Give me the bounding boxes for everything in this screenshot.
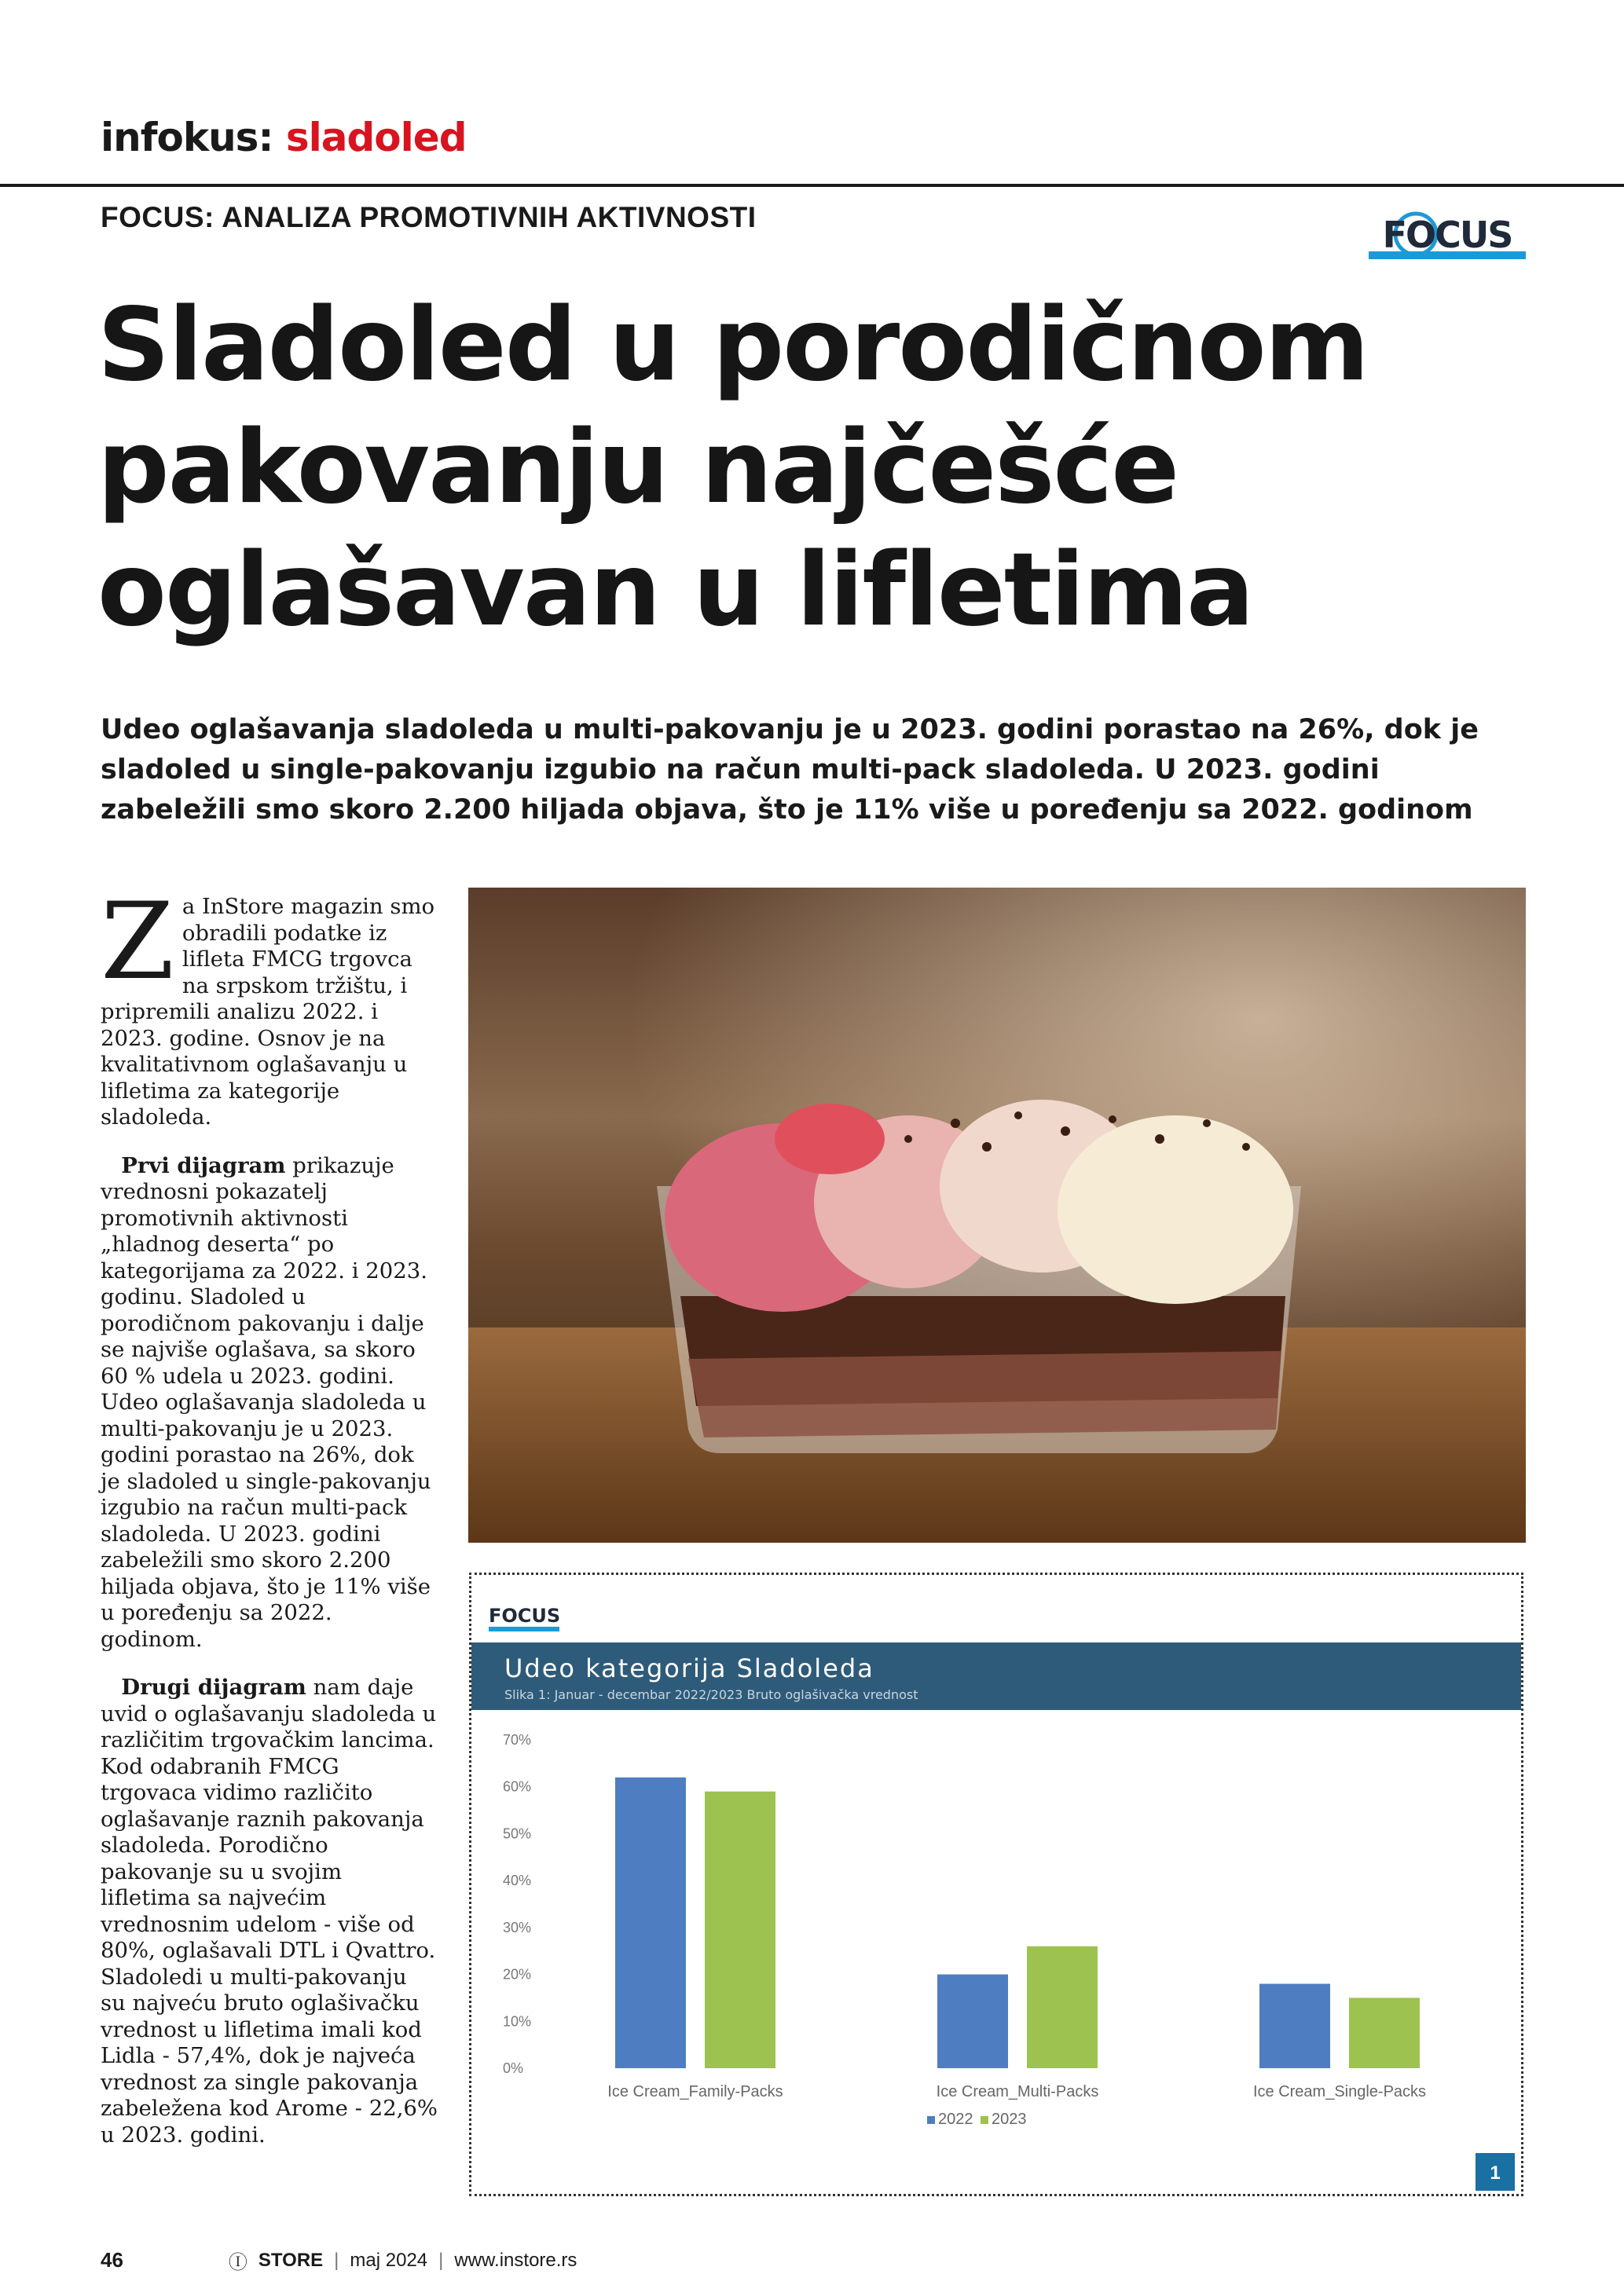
y-tick-label: 50% xyxy=(503,1825,532,1842)
bar-2022-0 xyxy=(615,1778,686,2068)
body-column xyxy=(101,880,438,2170)
body-p3-text: nam daje uvid o oglašavanju sladoleda u različitim trgovačkim lancima. Kod odabranih FMCG trgovaca vidimo različito oglašavanje raznih pakovanja sladoleda. Porodično pakovanje su u svojim lifletima sa najvećim vrednosnim udelom - više od 80%, oglašavali DTL i Qvattro. Sladoledi u multi-pakovanju su najveću bruto oglašivačku vrednost u lifletima imali kod Lidla - 57,4%, dok je najveća vrednost za single pakovanja zabeležena kod Arome - 22,6% u 2023. godini. xyxy=(101,1675,438,2148)
chart-legend xyxy=(927,2111,1027,2128)
y-tick-label: 10% xyxy=(503,2013,532,2030)
focus-logo-text: FOCUS xyxy=(1382,214,1512,256)
y-tick-label: 40% xyxy=(503,1873,532,1889)
headline-line-3: oglašavan u lifletima xyxy=(97,532,1253,649)
top-rule xyxy=(0,184,1624,187)
page-number: 46 xyxy=(101,2248,123,2272)
x-category-label: Ice Cream_Multi-Packs xyxy=(936,2083,1099,2100)
body-p2-lead: Prvi dijagram xyxy=(121,1152,286,1178)
x-category-label: Ice Cream_Single-Packs xyxy=(1252,2083,1427,2100)
x-category-label: Ice Cream_Family-Packs xyxy=(607,2083,783,2100)
section-tag xyxy=(101,115,467,160)
bar-2022-1 xyxy=(937,1975,1008,2068)
body-paragraph-2 xyxy=(101,1153,438,1653)
focus-logo xyxy=(1369,204,1526,270)
footer xyxy=(101,2247,577,2274)
headline xyxy=(97,284,1543,652)
footer-issue: maj 2024 xyxy=(350,2249,428,2271)
y-tick-label: 0% xyxy=(503,2060,524,2076)
legend-label-2022: 2022 xyxy=(938,2111,973,2128)
section-prefix: infokus: xyxy=(101,115,273,160)
body-p2-text: prikazuje vrednosni pokazatelj promotivnih aktivnosti „hladnog deserta“ po kategorijama za 2022. i 2023. godinu. Sladoled u porodičnom pakovanju i dalje se najviše oglašava, sa skoro 60 % udela u 2023. godini. Udeo oglašavanja sladoleda u multi-pakovanju je u 2023. godini porastao na 26%, dok je sladoled u single-pakovanju izgubio na račun multi-pack sladoleda. U 2023. godini zabeležili smo skoro 2.200 hiljada objava, što je 11% više u poređenju sa 2022. godinom. xyxy=(101,1152,431,1652)
legend-swatch-2022 xyxy=(927,2116,935,2124)
footer-separator: | xyxy=(334,2249,339,2271)
bar-2022-2 xyxy=(1259,1984,1330,2068)
bar-2023-2 xyxy=(1349,1998,1420,2068)
footer-brand: STORE xyxy=(258,2249,324,2271)
chart-subtitle: Slika 1: Januar - decembar 2022/2023 Bruto oglašivačka vrednost xyxy=(504,1687,918,1702)
chart-frame xyxy=(469,1573,1523,2196)
headline-line-1: Sladoled u porodičnom xyxy=(97,287,1368,404)
y-tick-label: 20% xyxy=(503,1966,532,1983)
section-topic: sladoled xyxy=(285,115,467,160)
legend-label-2023: 2023 xyxy=(992,2111,1027,2128)
figure-badge-number: 1 xyxy=(1490,2162,1501,2184)
ice-cream-photo xyxy=(468,888,1526,1543)
y-tick-label: 60% xyxy=(503,1778,532,1795)
chart-gridlines xyxy=(503,1732,531,2076)
body-paragraph-3 xyxy=(101,1675,438,2148)
body-p1-text: a InStore magazin smo obradili podatke iz lifleta FMCG trgovca na srpskom tržištu, i pripremili analizu 2022. i 2023. godine. Osnov je na kvalitativnom oglašavanju u lifletima za kategorije sladoleda. xyxy=(101,894,435,1130)
lead-paragraph: Udeo oglašavanja sladoleda u multi-pakovanju je u 2023. godini porastao na 26%, dok je sladoled u single-pakovanju izgubio na račun multi-pack sladoleda. U 2023. godini zabeležili smo skoro 2.200 hiljada objava, što je 11% više u poređenju sa 2022. godinom xyxy=(101,714,1479,826)
chart-logo-bar xyxy=(489,1627,559,1631)
y-tick-label: 70% xyxy=(503,1732,532,1748)
drop-cap: Z xyxy=(101,880,174,1003)
bar-2023-0 xyxy=(705,1792,775,2068)
store-logo-icon: Ⓘ xyxy=(228,2252,247,2273)
body-paragraph-1 xyxy=(101,880,438,1131)
bar-chart xyxy=(471,1575,1521,2194)
footer-url: www.instore.rs xyxy=(454,2249,577,2271)
footer-separator-2: | xyxy=(438,2249,444,2271)
body-p3-lead: Drugi dijagram xyxy=(121,1675,306,1700)
kicker: FOCUS: ANALIZA PROMOTIVNIH AKTIVNOSTI xyxy=(101,201,757,233)
y-tick-label: 30% xyxy=(503,1919,532,1935)
headline-line-2: pakovanju najčešće xyxy=(97,409,1179,526)
chart-logo: FOCUS xyxy=(489,1605,561,1627)
bar-2023-1 xyxy=(1027,1946,1098,2068)
legend-swatch-2023 xyxy=(981,2116,988,2124)
chart-labels xyxy=(607,2083,1426,2100)
chart-title: Udeo kategorija Sladoleda xyxy=(504,1653,874,1683)
chart-bars xyxy=(615,1778,1420,2068)
